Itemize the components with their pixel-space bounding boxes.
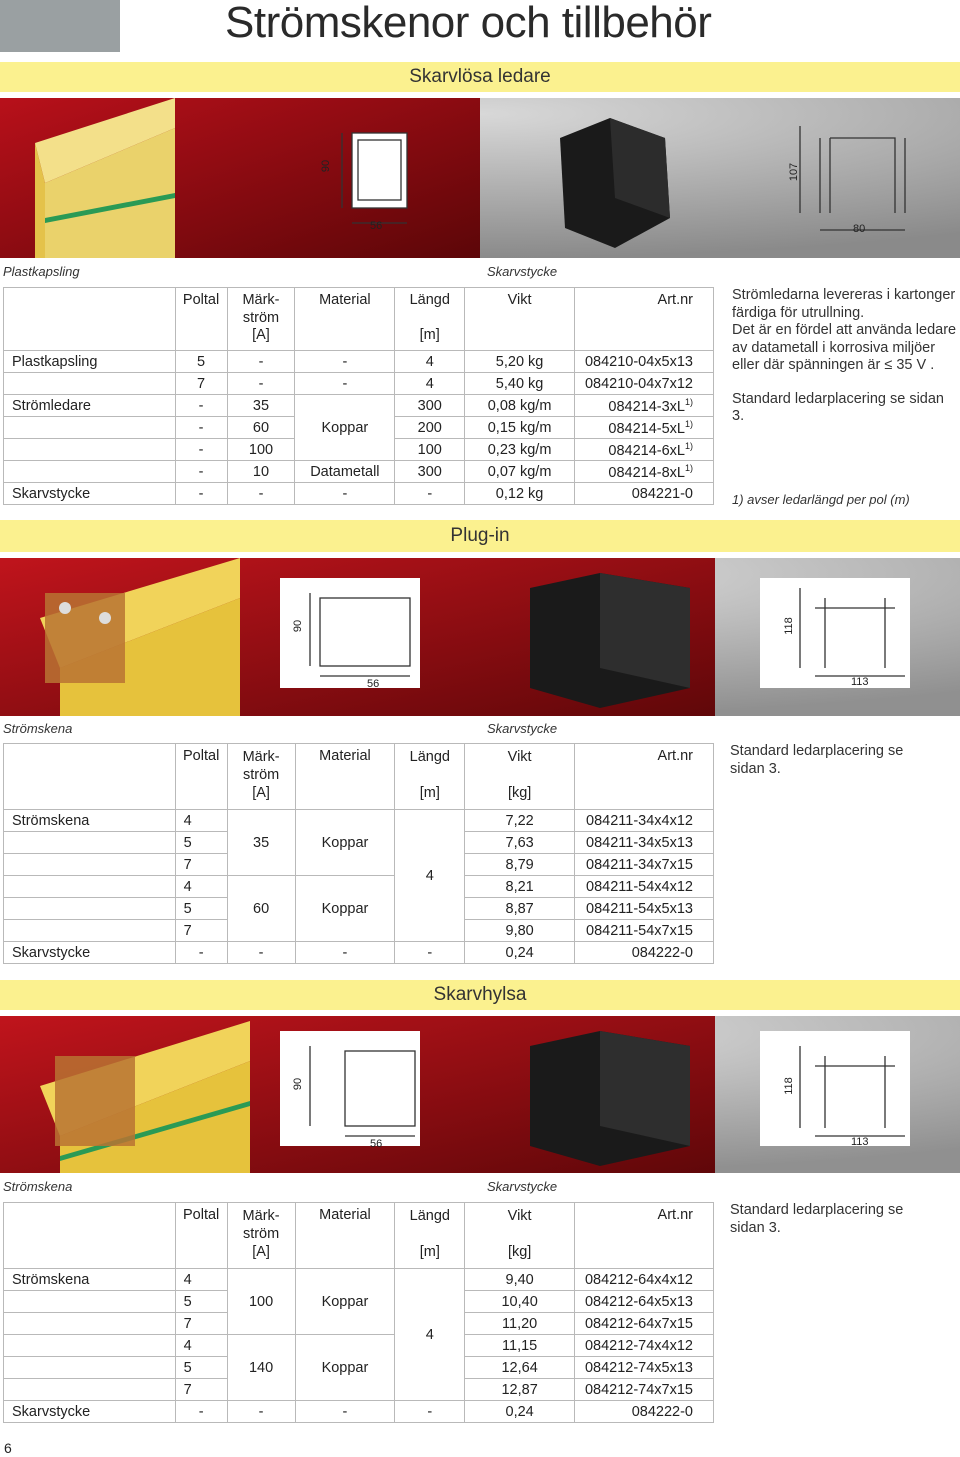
- page-header: [0, 0, 960, 52]
- table-row: Skarvstycke - - - - 0,24 084222-0: [4, 1401, 714, 1423]
- product-photo-plug-in: [0, 558, 960, 716]
- dimension-label: 90: [292, 619, 305, 633]
- dimension-label: 113: [851, 676, 869, 688]
- table-header: [4, 744, 176, 810]
- table-header: Längd [m]: [395, 288, 465, 351]
- dimension-label: 90: [320, 159, 333, 173]
- photo-caption: Skarvstycke: [487, 264, 558, 279]
- table-row: Skarvstycke - - - - 0,24 084222-0: [4, 942, 714, 964]
- table-header: Poltal: [175, 1203, 227, 1269]
- page-number: 6: [4, 1440, 12, 1456]
- table-header: Material: [295, 744, 395, 810]
- table-header: Vikt [kg]: [465, 1203, 575, 1269]
- table-row: 4 140 Koppar 11,15 084212-74x4x12: [4, 1335, 714, 1357]
- table-row: 7 11,20 084212-64x7x15: [4, 1313, 714, 1335]
- photo-caption: Plastkapsling: [3, 264, 80, 279]
- table-row: 5 12,64 084212-74x5x13: [4, 1357, 714, 1379]
- dimension-label: 80: [853, 223, 866, 235]
- table-header: Poltal: [175, 744, 227, 810]
- table-header: Poltal: [175, 288, 227, 351]
- table-row: - 10 Datametall 300 0,07 kg/m $084214-8xL^{1)}$: [4, 461, 714, 483]
- page-title: Strömskenor och tillbehör: [225, 0, 712, 47]
- header-grey-block: [0, 0, 120, 52]
- table-row: - 100 100 0,23 kg/m $084214-6xL^{1)}$: [4, 439, 714, 461]
- dimension-label: 118: [782, 617, 795, 635]
- spec-table-plug-in: [3, 743, 714, 964]
- photo-caption: Strömskena: [3, 721, 73, 736]
- side-notes: [732, 287, 960, 442]
- table-header: Märk- ström [A]: [227, 1203, 295, 1269]
- photo-caption: Skarvstycke: [487, 721, 558, 736]
- table-header: Art.nr: [574, 288, 713, 351]
- table-header: Art.nr: [574, 1203, 713, 1269]
- dimension-label: 118: [782, 1077, 795, 1095]
- section-heading-skarvhylsa: Skarvhylsa: [0, 980, 960, 1010]
- dimension-label: 90: [292, 1077, 305, 1091]
- dimension-label: 56: [370, 220, 383, 232]
- spec-table-skarvlosa: [3, 287, 714, 505]
- dimension-label: 56: [367, 678, 380, 690]
- table-header: [4, 1203, 176, 1269]
- dimension-label: 113: [851, 1136, 869, 1148]
- table-header: Vikt [kg]: [465, 744, 575, 810]
- table-row: 5 8,87 084211-54x5x13: [4, 898, 714, 920]
- product-photo-skarvlosa: [0, 98, 960, 258]
- table-row: 7 8,79 084211-34x7x15: [4, 854, 714, 876]
- photo-caption: Strömskena: [3, 1179, 73, 1194]
- table-row: 5 7,63 084211-34x5x13: [4, 832, 714, 854]
- table-header: Längd [m]: [395, 1203, 465, 1269]
- table-row: 7 12,87 084212-74x7x15: [4, 1379, 714, 1401]
- section-heading-plug-in: Plug-in: [0, 520, 960, 552]
- table-row: 7 9,80 084211-54x7x15: [4, 920, 714, 942]
- spec-table-skarvhylsa: [3, 1202, 714, 1423]
- table-header: Material: [295, 1203, 395, 1269]
- side-note: Standard ledarplacering se sidan 3.: [730, 743, 904, 777]
- note-text: Standard ledarplacering se sidan 3.: [732, 390, 944, 424]
- table-row: Skarvstycke - - - - 0,12 kg 084221-0: [4, 483, 714, 505]
- table-header: Märk- ström [A]: [227, 288, 295, 351]
- footnote: 1) avser ledarlängd per pol (m): [732, 492, 910, 507]
- table-header: Art.nr: [574, 744, 713, 810]
- table-row: Strömledare - 35 Koppar 300 0,08 kg/m $084214-3xL^{1)}$: [4, 395, 714, 417]
- table-row: 7 - - 4 5,40 kg 084210-04x7x12: [4, 373, 714, 395]
- section-heading-skarvlosa: Skarvlösa ledare: [0, 62, 960, 92]
- note-text: Strömledarna levereras i kartonger färdiga för utrullning. Det är en fördel att använda ledare av datametall i korrosiva miljöer eller där spänningen är ≤ 35 V .: [732, 287, 957, 373]
- table-row: 4 60 Koppar 8,21 084211-54x4x12: [4, 876, 714, 898]
- side-note: Standard ledarplacering se sidan 3.: [730, 1202, 904, 1236]
- table-row: Strömskena 4 35 Koppar 4 7,22 084211-34x4x12: [4, 810, 714, 832]
- dimension-label: 56: [370, 1138, 383, 1150]
- photo-caption: Skarvstycke: [487, 1179, 558, 1194]
- table-header: [4, 288, 176, 351]
- table-row: Plastkapsling 5 - - 4 5,20 kg 084210-04x5x13: [4, 351, 714, 373]
- dimension-label: 107: [788, 162, 801, 182]
- table-header: Material: [295, 288, 395, 351]
- table-header: Vikt: [465, 288, 575, 351]
- table-row: 5 10,40 084212-64x5x13: [4, 1291, 714, 1313]
- table-header: Längd [m]: [395, 744, 465, 810]
- table-header: Märk- ström [A]: [227, 744, 295, 810]
- table-row: - 60 200 0,15 kg/m $084214-5xL^{1)}$: [4, 417, 714, 439]
- product-photo-skarvhylsa: [0, 1016, 960, 1173]
- table-row: Strömskena 4 100 Koppar 4 9,40 084212-64x4x12: [4, 1269, 714, 1291]
